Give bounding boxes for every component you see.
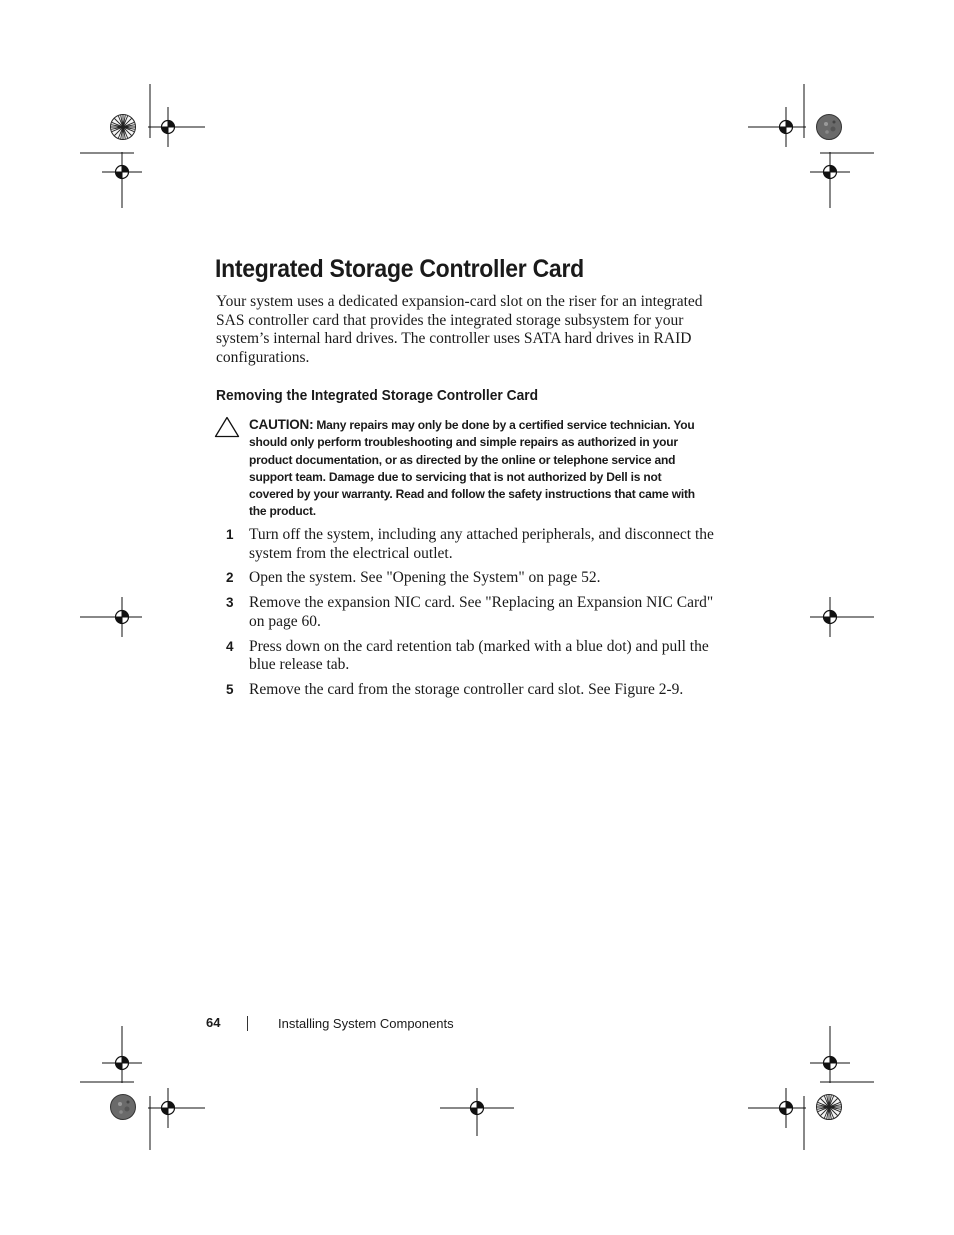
starburst-target-icon [111, 115, 136, 140]
caution-text-block [249, 416, 704, 521]
caution-triangle-icon [214, 416, 240, 443]
list-item [226, 569, 726, 588]
step-number: 2 [226, 570, 234, 586]
list-item [226, 526, 726, 563]
caution-notice [214, 416, 704, 521]
list-item [226, 594, 726, 631]
section-heading: Removing the Integrated Storage Controller Card [216, 387, 539, 404]
starburst-target-icon [817, 115, 842, 140]
starburst-target-icon [817, 1095, 842, 1120]
caution-label: CAUTION: [249, 417, 314, 432]
starburst-target-icon [111, 1095, 136, 1120]
page-title: Integrated Storage Controller Card [215, 255, 584, 283]
list-item [226, 681, 726, 700]
step-text: Turn off the system, including any attached peripherals, and disconnect the system from the electrical outlet. [249, 526, 714, 562]
caution-body: Many repairs may only be done by a certified service technician. You should only perform troubleshooting and simple repairs as authorized in your product documentation, or as directed by the online or telephone service and support team. Damage due to servicing that is not authorized by Dell is not covered by your warranty. Read and follow the safety instructions that came with the product. [249, 418, 695, 519]
list-item [226, 638, 726, 675]
intro-paragraph: Your system uses a dedicated expansion-card slot on the riser for an integrated SAS controller card that provides the integrated storage subsystem for your system’s internal hard drives. The controller uses SATA hard drives in RAID configurations. [216, 293, 703, 366]
step-text: Remove the expansion NIC card. See "Replacing an Expansion NIC Card" on page 60. [249, 594, 714, 630]
step-number: 3 [226, 595, 234, 611]
step-number: 5 [226, 681, 234, 697]
step-text: Remove the card from the storage controller card slot. See Figure 2-9. [249, 680, 684, 698]
footer-section-title: Installing System Components [278, 1016, 454, 1031]
footer-divider [247, 1016, 248, 1031]
step-text: Open the system. See "Opening the System" on page 52. [249, 569, 601, 587]
page-number: 64 [206, 1015, 221, 1030]
step-number: 1 [226, 527, 234, 542]
step-text: Press down on the card retention tab (marked with a blue dot) and pull the blue release tab. [249, 637, 709, 674]
step-number: 4 [226, 638, 234, 654]
procedure-steps [226, 526, 726, 706]
